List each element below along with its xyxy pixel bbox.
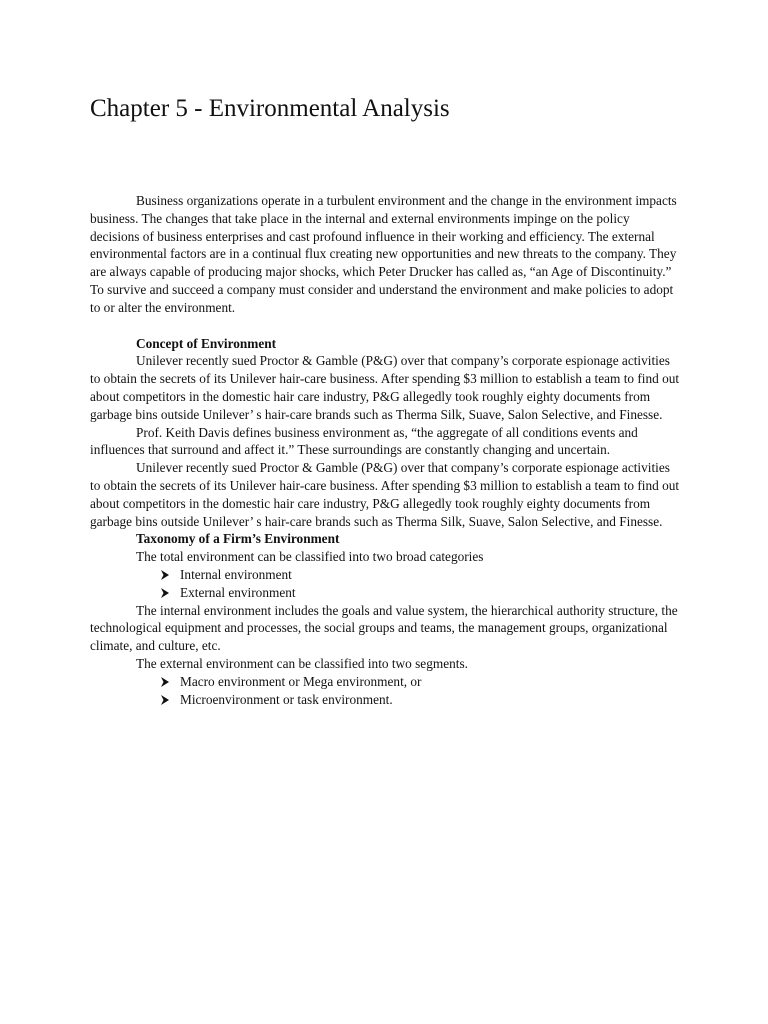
concept-paragraph-1: Unilever recently sued Proctor & Gamble (P&G) over that company’s corporate espionage activities to obtain the secrets of its Unilever hair-care business. After spending $3 million to establish a team to find out about competitors in the domestic hair care industry, P&G allegedly took roughly eighty documents from garbage bins outside Unilever’ s hair-care brands such as Therma Silk, Suave, Salon Selective, and Finesse.	[90, 353, 680, 422]
category-list	[90, 566, 680, 602]
list-item-label: Internal environment	[180, 566, 292, 582]
section-heading-concept: Concept of Environment	[136, 335, 277, 351]
section-heading-taxonomy: Taxonomy of a Firm’s Environment	[136, 531, 340, 547]
taxonomy-intro: The total environment can be classified into two broad categories	[136, 549, 484, 565]
arrowhead-bullet-icon	[160, 588, 170, 598]
list-item	[160, 566, 680, 584]
external-environment-intro: The external environment can be classified into two segments.	[136, 655, 468, 671]
arrowhead-bullet-icon	[160, 677, 170, 687]
intro-paragraph: Business organizations operate in a turbulent environment and the change in the environment impacts business. The changes that take place in the internal and external environments impinge on the policy decisions of business enterprises and cast profound influence in their working and efficiency. The external environmental factors are in a continual flux creating new opportunities and new threats to the company. They are always capable of producing major shocks, which Peter Drucker has called as, “an Age of Discontinuity.” To survive and succeed a company must consider and understand the environment and make policies to adopt to or alter the environment.	[90, 193, 677, 315]
concept-paragraph-3: Unilever recently sued Proctor & Gamble (P&G) over that company’s corporate espionage activities to obtain the secrets of its Unilever hair-care business. After spending $3 million to establish a team to find out about competitors in the domestic hair care industry, P&G allegedly took roughly eighty documents from garbage bins outside Unilever’ s hair-care brands such as Therma Silk, Suave, Salon Selective, and Finesse.	[90, 460, 680, 529]
arrowhead-bullet-icon	[160, 570, 170, 580]
segment-list	[90, 673, 680, 709]
list-item	[160, 691, 680, 709]
document-body	[90, 192, 680, 708]
list-item-label: External environment	[180, 584, 296, 600]
list-item	[160, 584, 680, 602]
list-item-label: Macro environment or Mega environment, or	[180, 673, 422, 689]
list-item	[160, 673, 680, 691]
internal-environment-paragraph: The internal environment includes the goals and value system, the hierarchical authority structure, the technological equipment and processes, the social groups and teams, the management groups, organizational climate, and culture, etc.	[90, 602, 678, 654]
list-item-label: Microenvironment or task environment.	[180, 691, 393, 707]
arrowhead-bullet-icon	[160, 695, 170, 705]
paragraph-gap	[90, 317, 680, 335]
concept-paragraph-2: Prof. Keith Davis defines business environment as, “the aggregate of all conditions events and influences that surround and affect it.” These surroundings are constantly changing and uncertain.	[90, 424, 638, 458]
page-title: Chapter 5 - Environmental Analysis	[90, 95, 450, 122]
